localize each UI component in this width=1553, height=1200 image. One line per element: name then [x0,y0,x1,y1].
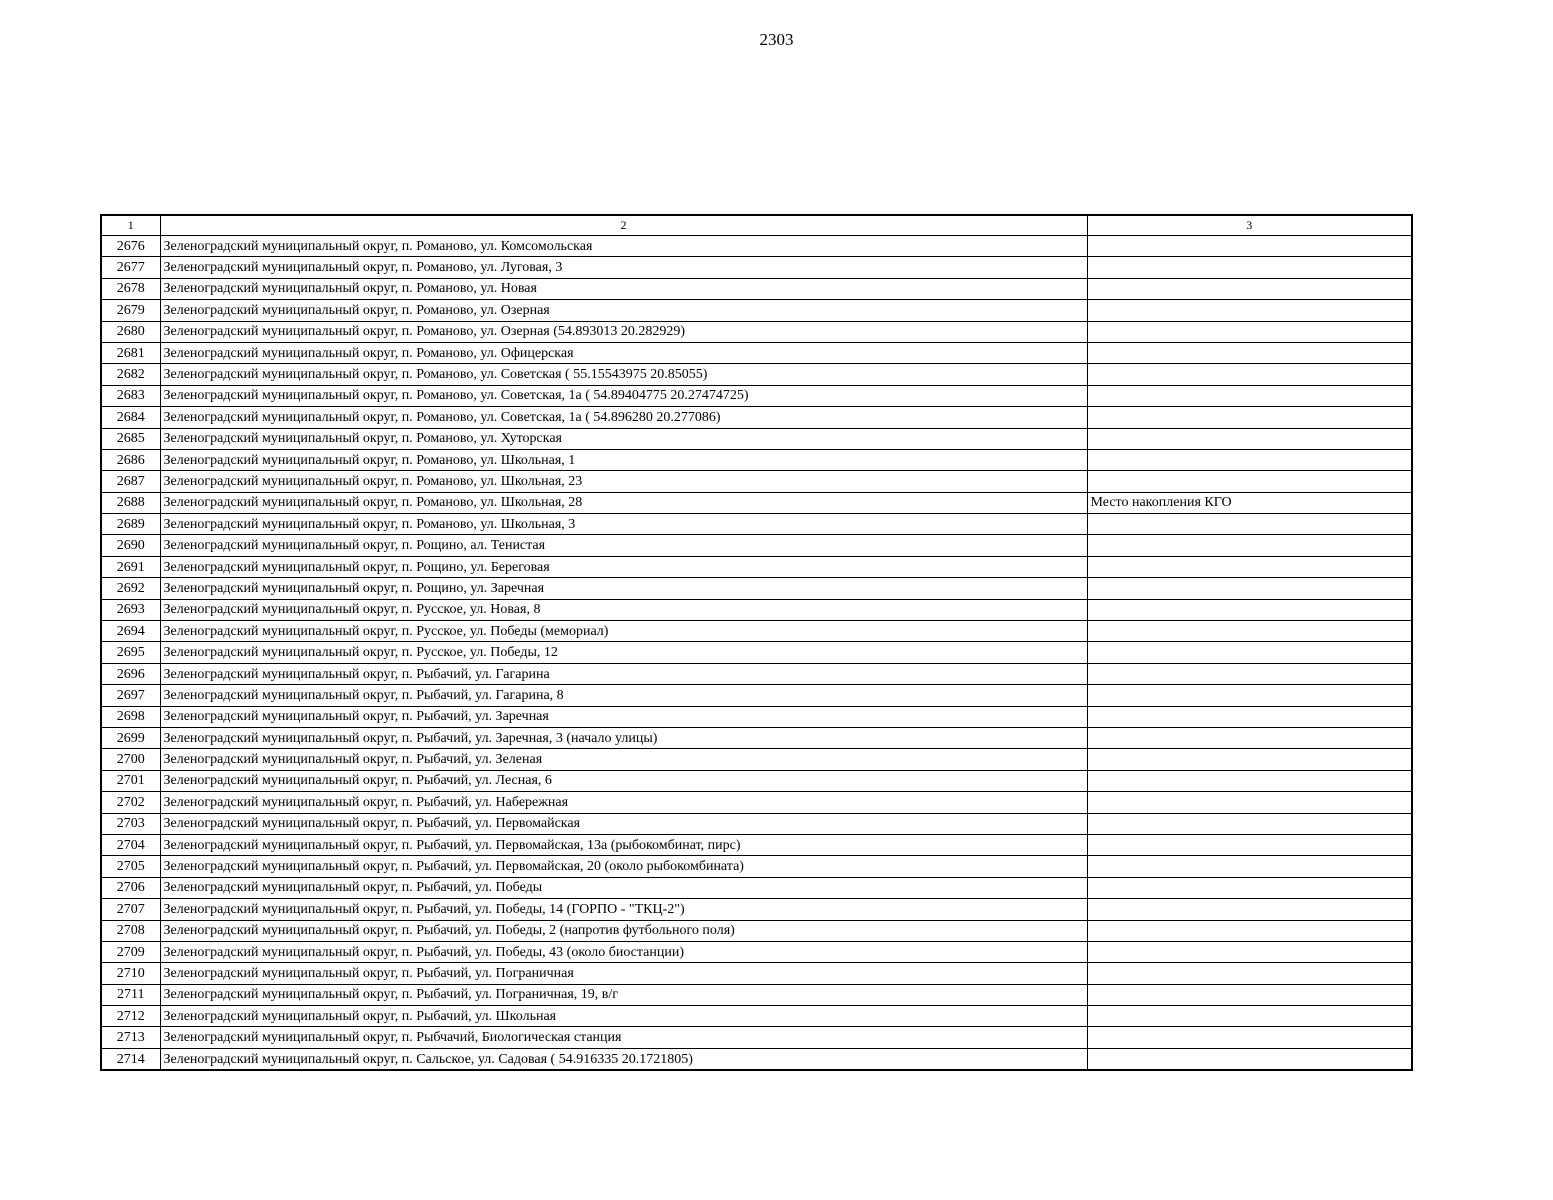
note-cell [1087,899,1412,920]
table-row [101,407,1412,428]
note-cell [1087,941,1412,962]
address-cell: Зеленоградский муниципальный округ, п. Русское, ул. Победы (мемориал) [160,621,1087,642]
row-number-cell: 2702 [101,792,160,813]
row-number-cell: 2682 [101,364,160,385]
address-cell: Зеленоградский муниципальный округ, п. Рощино, ул. Заречная [160,578,1087,599]
table-row [101,342,1412,363]
address-cell: Зеленоградский муниципальный округ, п. Рыбачий, ул. Пограничная, 19, в/г [160,984,1087,1005]
header-row [101,215,1412,236]
table-row [101,449,1412,470]
address-cell: Зеленоградский муниципальный округ, п. Рыбачий, ул. Набережная [160,792,1087,813]
row-number-cell: 2692 [101,578,160,599]
note-cell [1087,1006,1412,1027]
note-cell [1087,727,1412,748]
table-row [101,236,1412,257]
row-number-cell: 2684 [101,407,160,428]
row-number-cell: 2707 [101,899,160,920]
row-number-cell: 2687 [101,471,160,492]
table-row [101,813,1412,834]
table-row [101,856,1412,877]
note-cell [1087,578,1412,599]
address-cell: Зеленоградский муниципальный округ, п. Рыбачий, ул. Гагарина, 8 [160,685,1087,706]
note-cell [1087,599,1412,620]
address-cell: Зеленоградский муниципальный округ, п. Романово, ул. Офицерская [160,342,1087,363]
address-cell: Зеленоградский муниципальный округ, п. Романово, ул. Советская, 1а ( 54.896280 20.277086) [160,407,1087,428]
note-cell [1087,706,1412,727]
address-cell: Зеленоградский муниципальный округ, п. Романово, ул. Луговая, 3 [160,257,1087,278]
row-number-cell: 2708 [101,920,160,941]
note-cell [1087,471,1412,492]
address-cell: Зеленоградский муниципальный округ, п. Рощино, ал. Тенистая [160,535,1087,556]
note-cell [1087,642,1412,663]
table-row [101,1027,1412,1048]
table-row [101,877,1412,898]
table-row [101,321,1412,342]
table-row [101,514,1412,535]
row-number-cell: 2695 [101,642,160,663]
row-number-cell: 2700 [101,749,160,770]
table-row [101,941,1412,962]
note-cell [1087,856,1412,877]
note-cell [1087,385,1412,406]
address-cell: Зеленоградский муниципальный округ, п. Романово, ул. Советская, 1а ( 54.89404775 20.27474725) [160,385,1087,406]
address-cell: Зеленоградский муниципальный округ, п. Рыбачий, ул. Зеленая [160,749,1087,770]
address-cell: Зеленоградский муниципальный округ, п. Романово, ул. Школьная, 28 [160,492,1087,513]
header-cell-address: 2 [160,215,1087,236]
table-row [101,899,1412,920]
row-number-cell: 2710 [101,963,160,984]
row-number-cell: 2691 [101,556,160,577]
address-cell: Зеленоградский муниципальный округ, п. Романово, ул. Школьная, 3 [160,514,1087,535]
table-row [101,535,1412,556]
row-number-cell: 2679 [101,300,160,321]
address-cell: Зеленоградский муниципальный округ, п. Романово, ул. Школьная, 1 [160,449,1087,470]
address-cell: Зеленоградский муниципальный округ, п. Романово, ул. Комсомольская [160,236,1087,257]
table-row [101,706,1412,727]
note-cell [1087,278,1412,299]
address-cell: Зеленоградский муниципальный округ, п. Рыбачий, ул. Победы, 43 (около биостанции) [160,941,1087,962]
note-cell [1087,342,1412,363]
address-cell: Зеленоградский муниципальный округ, п. Рыбачий, ул. Победы, 2 (напротив футбольного поля) [160,920,1087,941]
address-cell: Зеленоградский муниципальный округ, п. Рыбачий, ул. Первомайская [160,813,1087,834]
note-cell [1087,1048,1412,1070]
address-cell: Зеленоградский муниципальный округ, п. Сальское, ул. Садовая ( 54.916335 20.1721805) [160,1048,1087,1070]
table-header [101,215,1412,236]
address-cell: Зеленоградский муниципальный округ, п. Русское, ул. Победы, 12 [160,642,1087,663]
table-row [101,1006,1412,1027]
row-number-cell: 2685 [101,428,160,449]
address-cell: Зеленоградский муниципальный округ, п. Рощино, ул. Береговая [160,556,1087,577]
header-cell-note: 3 [1087,215,1412,236]
table-row [101,963,1412,984]
note-cell [1087,514,1412,535]
note-cell [1087,1027,1412,1048]
note-cell [1087,535,1412,556]
note-cell [1087,663,1412,684]
table-row [101,984,1412,1005]
note-cell [1087,364,1412,385]
address-cell: Зеленоградский муниципальный округ, п. Романово, ул. Озерная (54.893013 20.282929) [160,321,1087,342]
table-row [101,578,1412,599]
table-row [101,770,1412,791]
table-row [101,642,1412,663]
note-cell [1087,428,1412,449]
registry-table [100,214,1413,1071]
table-row [101,278,1412,299]
table-row [101,792,1412,813]
address-cell: Зеленоградский муниципальный округ, п. Рыбачий, ул. Пограничная [160,963,1087,984]
table-row [101,621,1412,642]
table-row [101,300,1412,321]
table-row [101,385,1412,406]
note-cell [1087,920,1412,941]
note-cell [1087,449,1412,470]
header-cell-number: 1 [101,215,160,236]
row-number-cell: 2678 [101,278,160,299]
note-cell [1087,236,1412,257]
table-row [101,492,1412,513]
table-row [101,663,1412,684]
address-cell: Зеленоградский муниципальный округ, п. Русское, ул. Новая, 8 [160,599,1087,620]
address-cell: Зеленоградский муниципальный округ, п. Романово, ул. Хуторская [160,428,1087,449]
row-number-cell: 2705 [101,856,160,877]
note-cell [1087,300,1412,321]
row-number-cell: 2693 [101,599,160,620]
address-cell: Зеленоградский муниципальный округ, п. Рыбачий, ул. Гагарина [160,663,1087,684]
table-row [101,920,1412,941]
table-row [101,556,1412,577]
table-row [101,364,1412,385]
table-row [101,834,1412,855]
note-cell [1087,685,1412,706]
table-row [101,471,1412,492]
note-cell [1087,556,1412,577]
row-number-cell: 2712 [101,1006,160,1027]
row-number-cell: 2699 [101,727,160,748]
note-cell [1087,834,1412,855]
note-cell: Место накопления КГО [1087,492,1412,513]
note-cell [1087,749,1412,770]
table-row [101,727,1412,748]
table-row [101,1048,1412,1070]
address-cell: Зеленоградский муниципальный округ, п. Рыбачий, ул. Заречная, 3 (начало улицы) [160,727,1087,748]
row-number-cell: 2689 [101,514,160,535]
note-cell [1087,770,1412,791]
address-cell: Зеленоградский муниципальный округ, п. Рыбачий, ул. Лесная, 6 [160,770,1087,791]
note-cell [1087,813,1412,834]
note-cell [1087,621,1412,642]
address-cell: Зеленоградский муниципальный округ, п. Романово, ул. Озерная [160,300,1087,321]
note-cell [1087,984,1412,1005]
note-cell [1087,321,1412,342]
address-cell: Зеленоградский муниципальный округ, п. Рыбачий, ул. Победы, 14 (ГОРПО - "ТКЦ-2") [160,899,1087,920]
note-cell [1087,877,1412,898]
table-row [101,257,1412,278]
row-number-cell: 2703 [101,813,160,834]
table-row [101,599,1412,620]
row-number-cell: 2701 [101,770,160,791]
row-number-cell: 2677 [101,257,160,278]
note-cell [1087,407,1412,428]
note-cell [1087,963,1412,984]
address-cell: Зеленоградский муниципальный округ, п. Рыбчачий, Биологическая станция [160,1027,1087,1048]
row-number-cell: 2697 [101,685,160,706]
row-number-cell: 2709 [101,941,160,962]
row-number-cell: 2698 [101,706,160,727]
row-number-cell: 2714 [101,1048,160,1070]
table-row [101,428,1412,449]
address-cell: Зеленоградский муниципальный округ, п. Романово, ул. Советская ( 55.15543975 20.85055) [160,364,1087,385]
row-number-cell: 2713 [101,1027,160,1048]
note-cell [1087,257,1412,278]
row-number-cell: 2706 [101,877,160,898]
address-cell: Зеленоградский муниципальный округ, п. Романово, ул. Новая [160,278,1087,299]
row-number-cell: 2690 [101,535,160,556]
row-number-cell: 2683 [101,385,160,406]
address-cell: Зеленоградский муниципальный округ, п. Рыбачий, ул. Школьная [160,1006,1087,1027]
row-number-cell: 2711 [101,984,160,1005]
note-cell [1087,792,1412,813]
table-body [101,236,1412,1071]
row-number-cell: 2680 [101,321,160,342]
address-cell: Зеленоградский муниципальный округ, п. Романово, ул. Школьная, 23 [160,471,1087,492]
table-row [101,749,1412,770]
row-number-cell: 2696 [101,663,160,684]
row-number-cell: 2676 [101,236,160,257]
row-number-cell: 2686 [101,449,160,470]
address-cell: Зеленоградский муниципальный округ, п. Рыбачий, ул. Победы [160,877,1087,898]
row-number-cell: 2704 [101,834,160,855]
address-cell: Зеленоградский муниципальный округ, п. Рыбачий, ул. Первомайская, 13а (рыбокомбинат, пирс) [160,834,1087,855]
row-number-cell: 2694 [101,621,160,642]
address-cell: Зеленоградский муниципальный округ, п. Рыбачий, ул. Заречная [160,706,1087,727]
row-number-cell: 2688 [101,492,160,513]
address-cell: Зеленоградский муниципальный округ, п. Рыбачий, ул. Первомайская, 20 (около рыбокомбината) [160,856,1087,877]
table-row [101,685,1412,706]
page-number: 2303 [759,30,794,49]
row-number-cell: 2681 [101,342,160,363]
